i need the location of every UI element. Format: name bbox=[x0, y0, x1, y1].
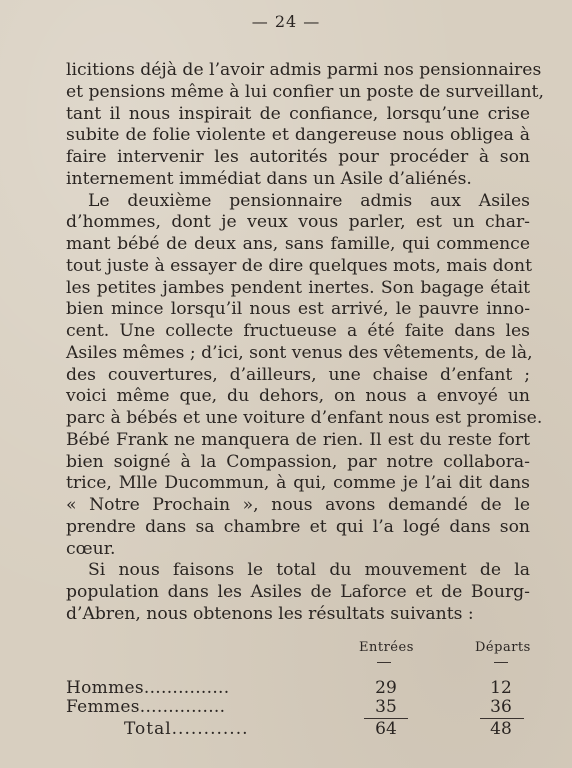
paragraph-3-line-2: population dans les Asiles de Laforce et de Bourg- bbox=[66, 582, 530, 602]
paragraph-1-line-5: faire intervenir les autorités pour procéder à son bbox=[66, 147, 530, 167]
paragraph-2-line-6: bien mince lorsqu’il nous est arrivé, le pauvre inno- bbox=[66, 299, 530, 320]
page-number: — 24 — bbox=[251, 12, 321, 31]
paragraph-3-line-1: Si nous faisons le total du mouvement de la bbox=[88, 560, 530, 581]
paragraph-2-line-13: bien soigné à la Compassion, par notre collabora- bbox=[66, 451, 530, 472]
header-dash bbox=[377, 662, 391, 663]
entrees-value: 35 bbox=[375, 697, 397, 717]
total-entrees-value: 64 bbox=[375, 719, 397, 739]
row-label: Hommes............... bbox=[66, 678, 230, 698]
paragraph-2-line-5: les petites jambes pendent inertes. Son bagage était bbox=[66, 277, 530, 298]
column-header-entrees: Entrées bbox=[359, 640, 414, 655]
total-label: Total............ bbox=[124, 719, 249, 739]
total-row bbox=[66, 719, 530, 739]
departs-value: 36 bbox=[490, 697, 512, 717]
body-text bbox=[66, 60, 544, 626]
table-row bbox=[66, 678, 530, 698]
entrees-value: 29 bbox=[375, 678, 397, 698]
paragraph-2-line-1: Le deuxième pensionnaire admis aux Asiles bbox=[88, 190, 530, 211]
paragraph-1-line-2: et pensions même à lui confier un poste de surveillant, bbox=[66, 81, 544, 102]
paragraph-2-line-12: Bébé Frank ne manquera de rien. Il est du reste fort bbox=[66, 429, 530, 450]
paragraph-2-line-8: Asiles mêmes ; d’ici, sont venus des vêtements, de là, bbox=[66, 342, 533, 363]
column-header-departs: Départs bbox=[475, 640, 531, 655]
table-row bbox=[66, 697, 530, 717]
paragraph-2-line-9: des couvertures, d’ailleurs, une chaise d’enfant ; bbox=[66, 364, 530, 385]
paragraph-2-line-14: trice, Mlle Ducommun, à qui, comme je l’ai dit dans bbox=[66, 473, 530, 494]
paragraph-2-line-2: d’hommes, dont je veux vous parler, est un char- bbox=[66, 212, 530, 233]
paragraph-1-line-4: subite de folie violente et dangereuse nous obligea à bbox=[66, 125, 530, 146]
paragraph-1-line-1: licitions déjà de l’avoir admis parmi nos pensionnaires bbox=[66, 60, 542, 80]
paragraph-2-line-15: « Notre Prochain », nous avons demandé de le bbox=[66, 495, 530, 515]
paragraph-2-line-16: prendre dans sa chambre et qui l’a logé dans son bbox=[66, 516, 530, 537]
header-dash bbox=[494, 662, 508, 663]
paragraph-2-line-4: tout juste à essayer de dire quelques mots, mais dont bbox=[66, 255, 532, 276]
paragraph-2-line-11: parc à bébés et une voiture d’enfant nous est promise. bbox=[66, 408, 543, 428]
row-label: Femmes............... bbox=[66, 697, 226, 717]
paragraph-3-line-3: d’Abren, nous obtenons les résultats suivants : bbox=[66, 603, 474, 624]
paragraph-2-line-17: cœur. bbox=[66, 538, 116, 559]
paragraph-2-line-10: voici même que, du dehors, on nous a envoyé un bbox=[66, 386, 530, 407]
departs-value: 12 bbox=[490, 678, 512, 698]
paragraph-1-line-6: internement immédiat dans un Asile d’aliénés. bbox=[66, 168, 472, 189]
paragraph-1-line-3: tant il nous inspirait de confiance, lorsqu’une crise bbox=[66, 103, 530, 124]
paragraph-2-line-3: mant bébé de deux ans, sans famille, qui commence bbox=[66, 234, 530, 254]
total-departs-value: 48 bbox=[490, 719, 512, 739]
paragraph-2-line-7: cent. Une collecte fructueuse a été faite dans les bbox=[66, 321, 530, 341]
